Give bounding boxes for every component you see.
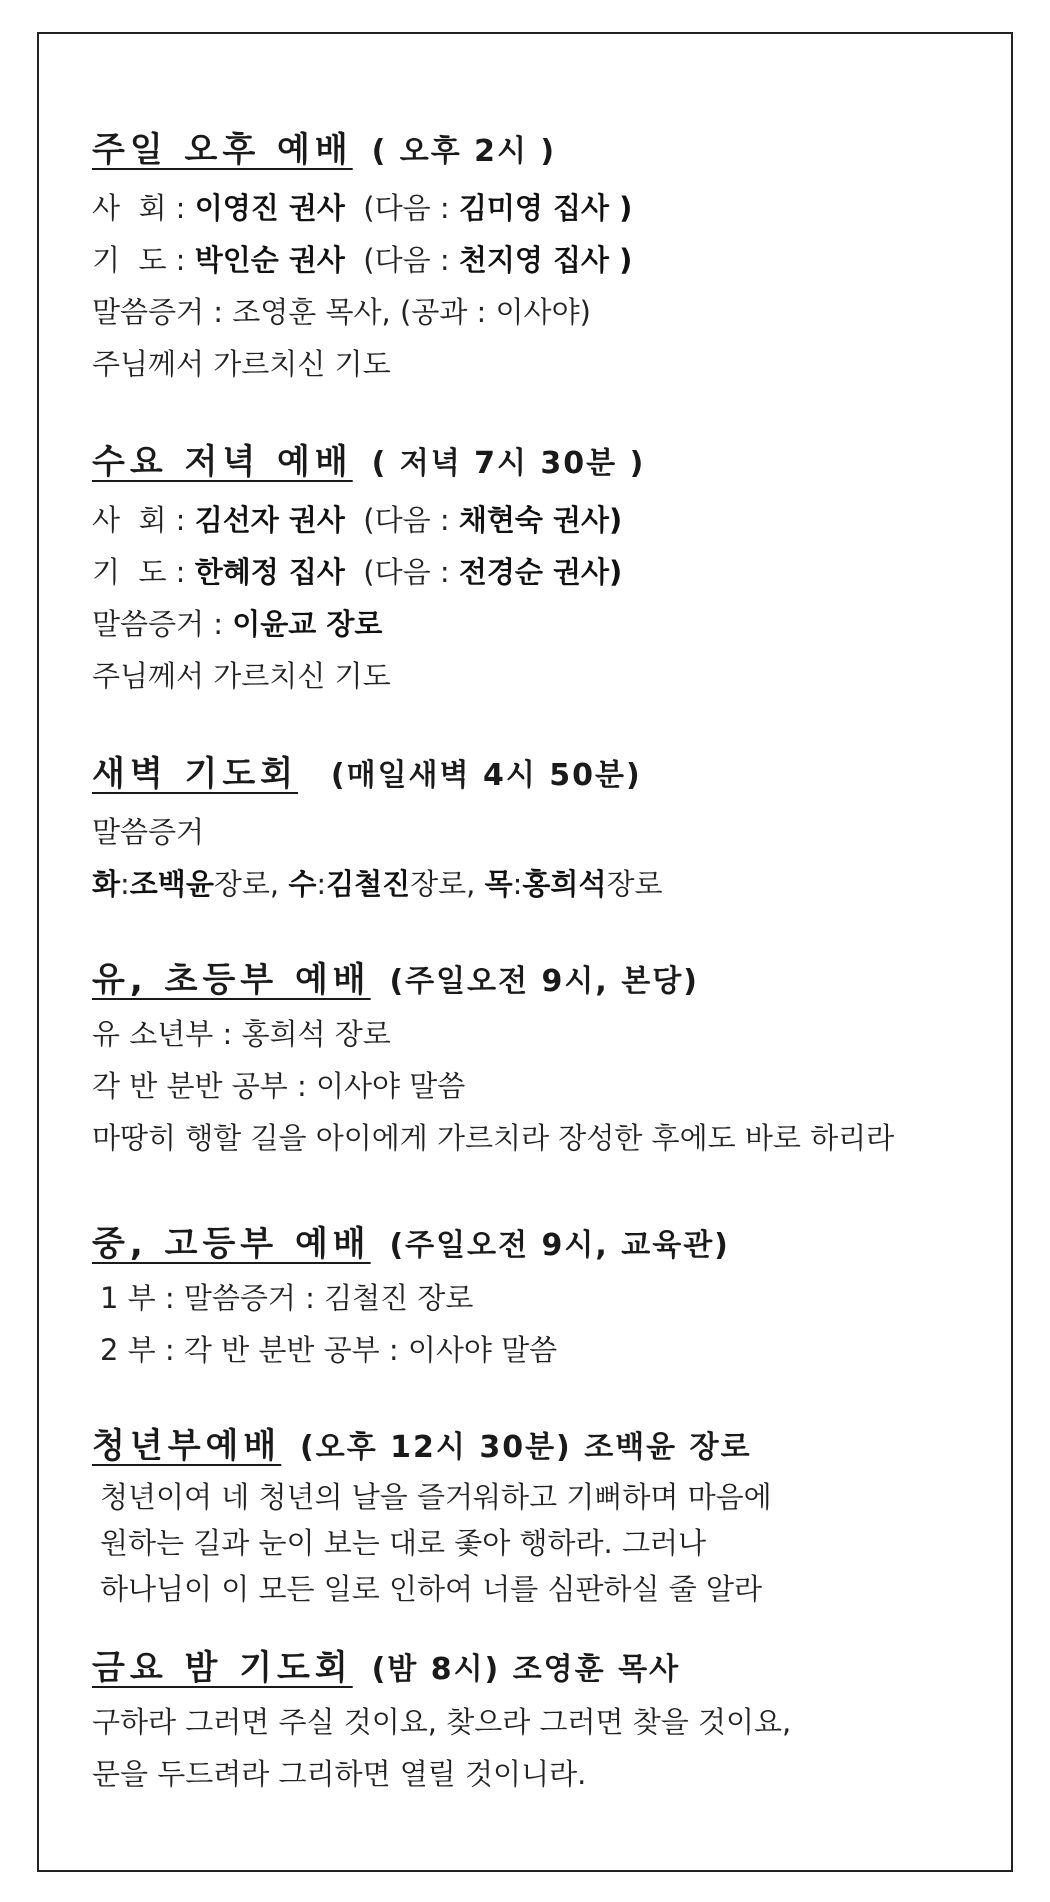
section-heading <box>92 1424 990 1470</box>
section-title: 수요 저녁 예배 <box>92 442 353 482</box>
study-line: 각 반 분반 공부 : 이사야 말씀 <box>92 1069 466 1103</box>
section-heading <box>92 128 990 174</box>
section-heading <box>92 752 990 798</box>
next-person: 전경순 권사) <box>458 555 623 589</box>
presider-line: 사 회 : 이영진 권사 (다음 : 김미영 집사 ) <box>92 191 633 225</box>
section-wednesday-evening <box>92 440 990 702</box>
person-name: 박인순 권사 <box>194 243 345 277</box>
section-secondary <box>92 1222 990 1376</box>
role-label: 기 도 <box>92 555 167 589</box>
prayer-line: 기 도 : 박인순 권사 (다음 : 천지영 집사 ) <box>92 243 633 277</box>
section-time: (밤 8시) 조영훈 목사 <box>371 1652 681 1687</box>
prayer-note: 주님께서 가르치신 기도 <box>92 347 391 381</box>
next-label: (다음 : <box>363 555 450 589</box>
speaker-schedule: 화:조백윤장로, 수:김철진장로, 목:홍희석장로 <box>92 867 663 901</box>
presider-line: 사 회 : 김선자 권사 (다음 : 채현숙 권사) <box>92 503 623 537</box>
next-label: (다음 : <box>363 503 450 537</box>
section-youth <box>92 1424 990 1612</box>
next-label: (다음 : <box>363 191 450 225</box>
verse-line: 마땅히 행할 길을 아이에게 가르치라 장성한 후에도 바로 하리라 <box>92 1121 895 1155</box>
section-title: 금요 밤 기도회 <box>92 1648 353 1688</box>
section-time: (오후 12시 30분) 조백윤 장로 <box>300 1430 752 1465</box>
sermon-label: 말씀증거 <box>92 815 205 849</box>
section-dawn-prayer <box>92 752 990 910</box>
sermon-line: 말씀증거 : 조영훈 목사, (공과 : 이사야) <box>92 295 591 329</box>
section-title: 새벽 기도회 <box>92 754 299 794</box>
person-name: 김철진 <box>326 867 411 901</box>
section-time: (주일오전 9시, 교육관) <box>389 1228 730 1263</box>
title-label: 장로 <box>606 867 663 901</box>
role-label: 말씀증거 : <box>92 607 224 641</box>
next-label: (다음 : <box>363 243 450 277</box>
role-label: 기 도 <box>92 243 167 277</box>
section-sunday-afternoon <box>92 128 990 390</box>
section-time: ( 오후 2시 ) <box>371 134 557 169</box>
person-name: 이윤교 장로 <box>232 607 383 641</box>
next-person: 채현숙 권사) <box>458 503 623 537</box>
person-name: 조백윤 <box>129 867 214 901</box>
section-time: ( 저녁 7시 30분 ) <box>371 446 646 481</box>
section-title: 유, 초등부 예배 <box>92 960 371 1000</box>
day-label: 화 <box>92 867 121 901</box>
person-name: 한혜정 집사 <box>194 555 345 589</box>
sermon-line <box>92 598 990 650</box>
verse-line: 청년이여 네 청년의 날을 즐거워하고 기뻐하며 마음에 <box>100 1480 772 1514</box>
title-label: 장로, <box>213 867 280 901</box>
section-heading <box>92 440 990 486</box>
person-name: 홍희석 <box>522 867 607 901</box>
title-label: 장로, <box>410 867 476 901</box>
role-label: 사 회 <box>92 503 167 537</box>
section-time: (주일오전 9시, 본당) <box>389 964 699 999</box>
verse-line: 원하는 길과 눈이 보는 대로 좇아 행하라. 그러나 <box>100 1526 707 1560</box>
section-time: (매일새벽 4시 50분) <box>330 758 642 793</box>
role-label: 사 회 <box>92 191 167 225</box>
next-person: 천지영 집사 ) <box>458 243 633 277</box>
next-person: 김미영 집사 ) <box>458 191 633 225</box>
section-heading <box>92 958 990 1004</box>
section-title: 주일 오후 예배 <box>92 130 353 170</box>
day-label: 목 <box>484 867 513 901</box>
person-name: 김선자 권사 <box>194 503 345 537</box>
prayer-line: 기 도 : 한혜정 집사 (다음 : 전경순 권사) <box>92 555 623 589</box>
day-label: 수 <box>288 867 317 901</box>
verse-line: 문을 두드려라 그리하면 열릴 것이니라. <box>92 1757 587 1791</box>
section-elementary <box>92 958 990 1164</box>
person-name: 이영진 권사 <box>194 191 345 225</box>
section-title: 청년부예배 <box>92 1426 282 1466</box>
prayer-note: 주님께서 가르치신 기도 <box>92 659 391 693</box>
section-title: 중, 고등부 예배 <box>92 1224 371 1264</box>
dept-line: 유 소년부 : 홍희석 장로 <box>92 1017 391 1051</box>
section-friday-prayer <box>92 1646 990 1800</box>
part2-line: 2 부 : 각 반 분반 공부 : 이사야 말씀 <box>100 1333 558 1367</box>
verse-line: 구하라 그러면 주실 것이요, 찾으라 그러면 찾을 것이요, <box>92 1705 792 1739</box>
section-heading <box>92 1222 990 1268</box>
section-heading <box>92 1646 990 1692</box>
verse-line: 하나님이 이 모든 일로 인하여 너를 심판하실 줄 알라 <box>100 1572 763 1606</box>
part1-line: 1 부 : 말씀증거 : 김철진 장로 <box>100 1281 474 1315</box>
